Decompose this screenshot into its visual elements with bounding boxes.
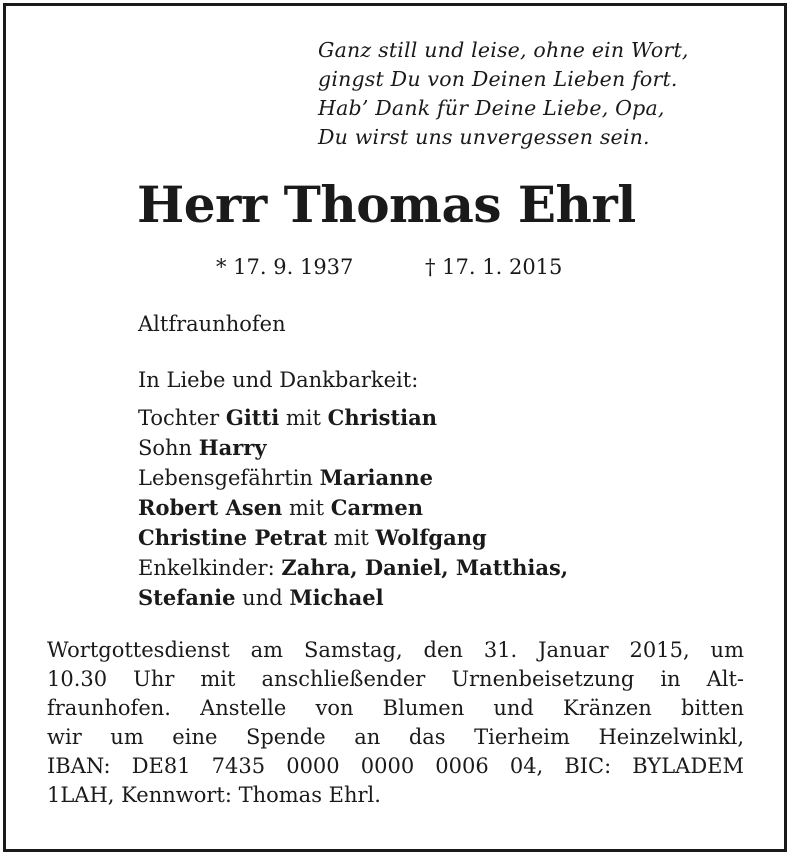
relation-text: Lebensgefährtin [138,466,320,490]
poem [318,36,758,152]
relative-name: Michael [289,585,384,610]
family-line [138,433,568,463]
relative-name: Christine Petrat [138,525,328,550]
service-line: wir um eine Spende an das Tierheim Heinzelwinkl, [47,725,744,749]
relative-name: Gitti [225,405,280,430]
relative-name: Harry [198,435,267,460]
service-line: fraunhofen. Anstelle von Blumen und Kränzen bitten [47,696,744,720]
service-line: 10.30 Uhr mit anschließender Urnenbeisetzung in Alt- [47,667,744,691]
relation-text: mit [327,526,376,550]
relative-name: Zahra, Daniel, Matthias, [281,555,569,580]
service-line: IBAN: DE81 7435 0000 0000 0006 04, BIC: BYLADEM [47,754,744,778]
service-line: 1LAH, Kennwort: Thomas Ehrl. [47,783,381,807]
poem-line: Du wirst uns unvergessen sein. [318,125,650,149]
relative-name: Robert Asen [138,495,283,520]
family-line [138,463,568,493]
relation-text: mit [282,496,331,520]
relation-text: mit [279,406,328,430]
poem-line: gingst Du von Deinen Lieben fort. [318,67,678,91]
relative-name: Wolfgang [375,525,487,550]
relative-name: Stefanie [138,585,236,610]
family-line [138,403,568,433]
poem-line: Hab’ Dank für Deine Liebe, Opa, [318,96,665,120]
relation-text: Tochter [138,406,226,430]
relative-name: Carmen [330,495,423,520]
family-line [138,553,568,583]
poem-line: Ganz still und leise, ohne ein Wort, [318,38,689,62]
family-line [138,583,568,613]
family-list [138,403,568,613]
relation-text: und [235,586,290,610]
family-line [138,523,568,553]
death-date: † 17. 1. 2015 [425,255,563,279]
relative-name: Marianne [319,465,434,490]
service-line: Wortgottesdienst am Samstag, den 31. Januar 2015, um [47,638,744,662]
relative-name: Christian [327,405,438,430]
birth-date: * 17. 9. 1937 [216,255,354,279]
deceased-name: Herr Thomas Ehrl [137,175,636,234]
relation-text: Enkelkinder: [138,556,282,580]
family-line [138,493,568,523]
thanks-line: In Liebe und Dankbarkeit: [138,368,419,392]
service-paragraph [47,636,744,810]
relation-text: Sohn [138,436,199,460]
place: Altfraunhofen [138,312,286,336]
